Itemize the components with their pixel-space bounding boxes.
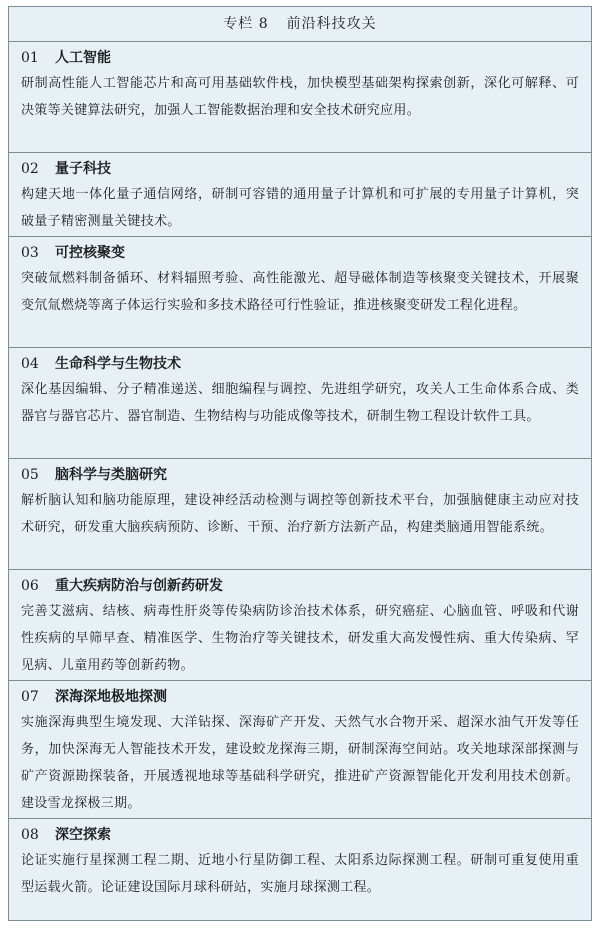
section-text: 实施深海典型生境发现、大洋钻探、深海矿产开发、天然气水合物开采、超深水油气开发等任务，加快深海无人智能技术开发，建设蛟龙探海三期，研制深海空间站。攻关地球深部探测与矿产资源勘探装备，开展透视地球等基础科学研究，推进矿产资源智能化开发利用技术创新。建设雪龙探极三期。 [21,715,579,811]
section-fusion [9,237,591,348]
section-heading: 深空探索 [55,827,111,843]
box-title-text: 前沿科技攻关 [286,16,377,32]
section-text: 深化基因编辑、分子精准递送、细胞编程与调控、先进组学研究，攻关人工生命体系合成、类器官与器官芯片、器官制造、生物结构与功能成像等技术，研制生物工程设计软件工具。 [21,382,579,424]
section-number: 08 [21,827,39,843]
section-heading: 脑科学与类脑研究 [55,467,167,483]
section-text: 构建天地一体化量子通信网络，研制可容错的通用量子计算机和可扩展的专用量子计算机，突破量子精密测量关键技术。 [21,187,579,229]
section-number: 01 [21,50,39,66]
section-number: 07 [21,689,39,705]
section-heading: 重大疾病防治与创新药研发 [55,578,223,594]
feature-box [8,6,592,921]
section-text: 完善艾滋病、结核、病毒性肝炎等传染病防诊治技术体系，研究癌症、心脑血管、呼吸和代谢性疾病的早筛早查、精准医学、生物治疗等关键技术，研发重大高发慢性病、重大传染病、罕见病、儿童用药等创新药物。 [21,604,579,673]
section-text: 论证实施行星探测工程二期、近地小行星防御工程、太阳系边际探测工程。研制可重复使用重型运载火箭。论证建设国际月球科研站，实施月球探测工程。 [21,853,579,895]
section-number: 06 [21,578,39,594]
section-text: 突破氚燃料制备循环、材料辐照考验、高性能激光、超导磁体制造等核聚变关键技术，开展聚变氘氚燃烧等离子体运行实验和多技术路径可行性验证，推进核聚变研发工程化进程。 [21,271,579,313]
section-heading: 量子科技 [55,161,111,177]
box-label: 专栏 8 [223,16,269,32]
section-heading: 生命科学与生物技术 [55,356,181,372]
section-number: 05 [21,467,39,483]
section-heading: 深海深地极地探测 [55,689,167,705]
section-deep-space [9,819,591,928]
section-heading: 人工智能 [55,50,111,66]
section-number: 03 [21,245,39,261]
section-disease [9,570,591,681]
section-text: 研制高性能人工智能芯片和高可用基础软件栈，加快模型基础架构探索创新，深化可解释、可决策等关键算法研究，加强人工智能数据治理和安全技术研究应用。 [21,76,579,118]
box-title [9,7,591,42]
section-brain [9,459,591,570]
section-ai [9,42,591,153]
section-deep-sea [9,681,591,819]
section-life-science [9,348,591,459]
section-number: 02 [21,161,39,177]
section-number: 04 [21,356,39,372]
section-text: 解析脑认知和脑功能原理，建设神经活动检测与调控等创新技术平台，加强脑健康主动应对技术研究，研发重大脑疾病预防、诊断、干预、治疗新方法新产品，构建类脑通用智能系统。 [21,493,579,535]
section-quantum [9,153,591,237]
section-heading: 可控核聚变 [55,245,125,261]
